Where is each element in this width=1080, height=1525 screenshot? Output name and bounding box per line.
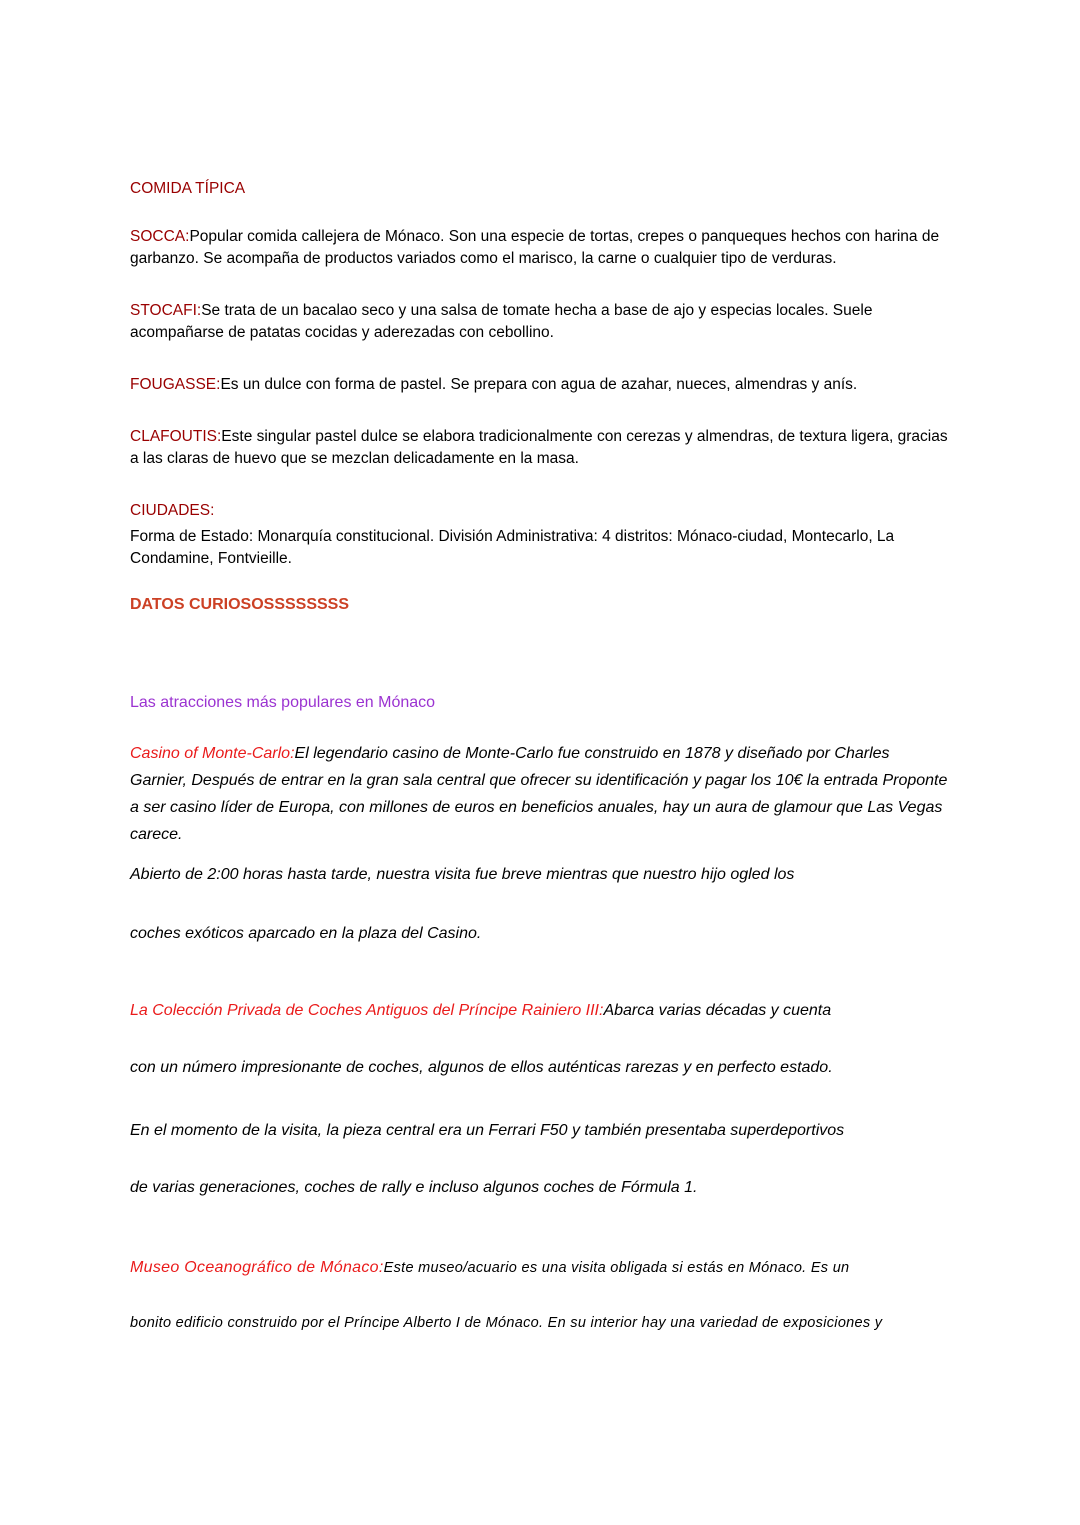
body-stocafi: Se trata de un bacalao seco y una salsa de tomate hecha a base de ajo y especias locales. Suele acompañarse de patatas cocidas y aderezadas con cebollino. — [130, 302, 873, 341]
paragraph-stocafi — [130, 300, 950, 344]
body-casino-monte-carlo: El legendario casino de Monte-Carlo fue construido en 1878 y diseñado por Charles Garnier, Después de entrar en la gran sala central que ofrecer su identificación y pagar los 10€ la entrada Proponte a ser casino líder de Europa, con millones de euros en beneficios anuales, hay un aura de glamour que Las Vegas carece. — [130, 745, 948, 843]
line-coleccion-2: con un número impresionante de coches, algunos de ellos auténticas rarezas y en perfecto estado. — [130, 1059, 833, 1076]
term-fougasse: FOUGASSE: — [130, 376, 221, 393]
line-coleccion-1 — [130, 997, 950, 1024]
line-abierto-1: Abierto de 2:00 horas hasta tarde, nuestra visita fue breve mientras que nuestro hijo ogled los — [130, 866, 795, 883]
heading-datos-curiosos: DATOS CURIOSOSSSSSSSS — [130, 596, 350, 613]
line-museo-2: bonito edificio construido por el Príncipe Alberto I de Mónaco. En su interior hay una variedad de exposiciones y — [130, 1315, 883, 1331]
term-socca: SOCCA: — [130, 228, 190, 245]
body-museo-oceanografico: Este museo/acuario es una visita obligada si estás en Mónaco. Es un — [383, 1260, 850, 1276]
body-clafoutis: Este singular pastel dulce se elabora tradicionalmente con cerezas y almendras, de textura ligera, gracias a las claras de huevo que se mezclan delicadamente en la masa. — [130, 428, 948, 467]
line-abierto-2: coches exóticos aparcado en la plaza del Casino. — [130, 925, 482, 942]
body-coleccion-rainiero: Abarca varias décadas y cuenta — [603, 1002, 832, 1019]
term-casino-monte-carlo: Casino of Monte-Carlo: — [130, 745, 295, 762]
heading-atracciones-populares: Las atracciones más populares en Mónaco — [130, 694, 436, 711]
term-clafoutis: CLAFOUTIS: — [130, 428, 222, 445]
term-stocafi: STOCAFI: — [130, 302, 202, 319]
paragraph-fougasse — [130, 374, 950, 396]
heading-comida-tipica: COMIDA TÍPICA — [130, 180, 246, 197]
body-socca: Popular comida callejera de Mónaco. Son una especie de tortas, crepes o panqueques hechos con harina de garbanzo. Se acompaña de productos variados como el marisco, la carne o cualquier tipo de verduras. — [130, 228, 940, 267]
paragraph-socca — [130, 226, 950, 270]
paragraph-casino-monte-carlo — [130, 740, 950, 848]
line-museo-1 — [130, 1254, 950, 1282]
term-coleccion-rainiero: La Colección Privada de Coches Antiguos del Príncipe Rainiero III: — [130, 1002, 604, 1019]
body-fougasse: Es un dulce con forma de pastel. Se prepara con agua de azahar, nueces, almendras y anís. — [220, 376, 858, 393]
line-coleccion-3: En el momento de la visita, la pieza central era un Ferrari F50 y también presentaba superdeportivos — [130, 1122, 845, 1139]
line-coleccion-4: de varias generaciones, coches de rally e incluso algunos coches de Fórmula 1. — [130, 1179, 698, 1196]
paragraph-ciudades: Forma de Estado: Monarquía constitucional. División Administrativa: 4 distritos: Mónaco-ciudad, Montecarlo, La Condamine, Fontvieille. — [130, 528, 895, 567]
heading-ciudades: CIUDADES: — [130, 502, 215, 519]
term-museo-oceanografico: Museo Oceanográfico de Mónaco: — [130, 1259, 384, 1276]
paragraph-clafoutis — [130, 426, 950, 470]
